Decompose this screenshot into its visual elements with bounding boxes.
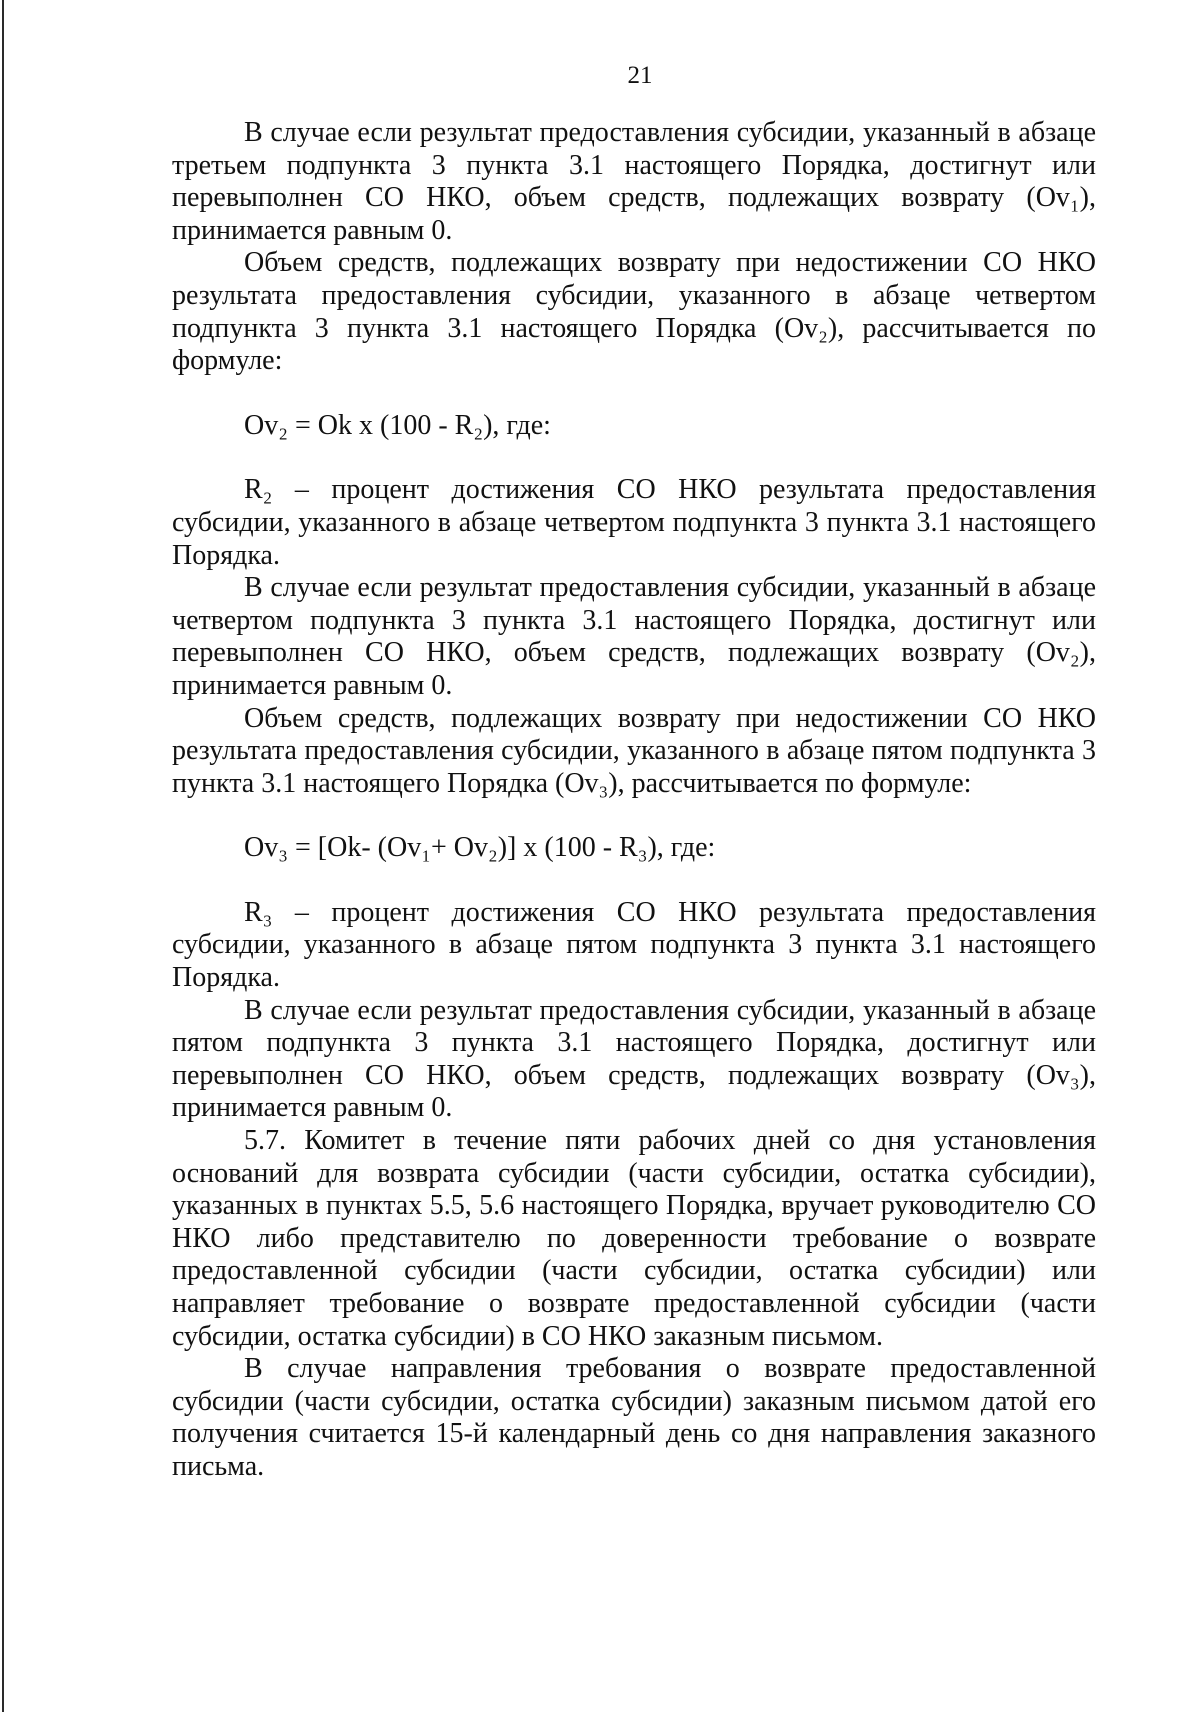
- page-number: 21: [627, 62, 653, 89]
- formula-ov2: Ov₂ = Ok x (100 - R₂), где:: [244, 409, 551, 441]
- paragraph-r3-definition: R₃ – процент достижения СО НКО результата предоставления субсидии, указанного в абзаце пятом подпункта 3 пункта 3.1 настоящего Порядка.: [172, 896, 1096, 994]
- paragraph-registered-letter: В случае направления требования о возврате предоставленной субсидии (части субсидии, остатка субсидии) заказным письмом датой его получения считается 15-й календарный день со дня направления заказного письма.: [172, 1353, 1096, 1482]
- paragraph-result-ov3: В случае если результат предоставления субсидии, указанный в абзаце пятом подпункта 3 пункта 3.1 настоящего Порядка, достигнут или перевыполнен СО НКО, объем средств, подлежащих возврату (Ov₃), принимается равным 0.: [172, 994, 1096, 1124]
- paragraph-result-ov1: В случае если результат предоставления субсидии, указанный в абзаце третьем подпункта 3 пункта 3.1 настоящего Порядка, достигнут или перевыполнен СО НКО, объем средств, подлежащих возврату (Ov₁), принимается равным 0.: [172, 117, 1096, 246]
- formula-ov3: Ov₃ = [Ok- (Ov₁+ Ov₂)] x (100 - R₃), где:: [244, 832, 716, 864]
- paragraph-ov3-intro: Объем средств, подлежащих возврату при недостижении СО НКО результата предоставления субсидии, указанного в абзаце пятом подпункта 3 пункта 3.1 настоящего Порядка (Ov₃), рассчитывается по формуле:: [172, 702, 1096, 799]
- document-body: [172, 117, 1096, 1484]
- scan-edge-line: [2, 0, 4, 1712]
- paragraph-r2-definition: R₂ – процент достижения СО НКО результата предоставления субсидии, указанного в абзаце четвертом подпункта 3 пункта 3.1 настоящего Порядка.: [172, 474, 1096, 571]
- paragraph-5-7: 5.7. Комитет в течение пяти рабочих дней со дня установления оснований для возврата субсидии (части субсидии, остатка субсидии), указанных в пунктах 5.5, 5.6 настоящего Порядка, вручает руководителю СО НКО либо представителю по доверенности требование о возврате предоставленной субсидии (части субсидии, остатка субсидии) или направляет требование о возврате предоставленной субсидии (части субсидии, остатка субсидии) в СО НКО заказным письмом.: [172, 1125, 1096, 1352]
- paragraph-result-ov2: В случае если результат предоставления субсидии, указанный в абзаце четвертом подпункта 3 пункта 3.1 настоящего Порядка, достигнут или перевыполнен СО НКО, объем средств, подлежащих возврату (Ov₂), принимается равным 0.: [172, 572, 1096, 701]
- paragraph-ov2-intro: Объем средств, подлежащих возврату при недостижении СО НКО результата предоставления субсидии, указанного в абзаце четвертом подпункта 3 пункта 3.1 настоящего Порядка (Ov₂), рассчитывается по формуле:: [172, 247, 1096, 377]
